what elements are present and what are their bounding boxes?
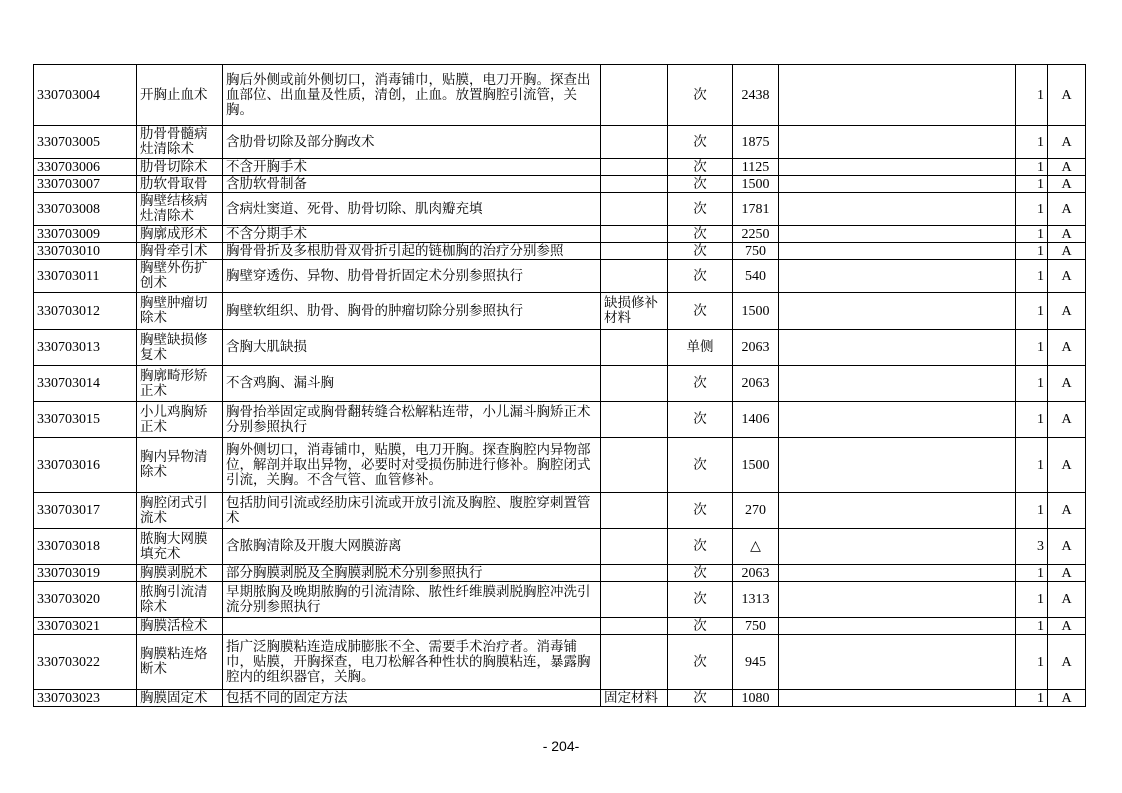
excluded-content-cell [601, 618, 668, 635]
item-name-cell: 胸壁肿瘤切除术 [137, 293, 223, 330]
category-cell: A [1048, 493, 1086, 529]
charge-unit-cell: 次 [668, 243, 733, 260]
price-cell: 750 [733, 243, 779, 260]
flag-number-cell: 1 [1016, 65, 1048, 126]
table-row [34, 193, 1086, 226]
flag-number-cell: 1 [1016, 159, 1048, 176]
item-name-cell: 胸膜固定术 [137, 690, 223, 707]
item-code-cell: 330703021 [34, 618, 137, 635]
price-cell: 1406 [733, 402, 779, 438]
category-cell: A [1048, 193, 1086, 226]
flag-number-cell: 1 [1016, 493, 1048, 529]
category-cell: A [1048, 159, 1086, 176]
item-content-cell: 指广泛胸膜粘连造成肺膨胀不全、需要手术治疗者。消毒铺巾，贴膜，开胸探查，电刀松解各种性状的胸膜粘连，暴露胸腔内的组织器官，关胸。 [223, 635, 601, 690]
item-name-cell: 胸内异物清除术 [137, 438, 223, 493]
item-name-cell: 脓胸引流清除术 [137, 582, 223, 618]
flag-number-cell: 1 [1016, 582, 1048, 618]
charge-unit-cell: 次 [668, 493, 733, 529]
category-cell: A [1048, 582, 1086, 618]
remarks-cell [779, 529, 1016, 565]
charge-unit-cell: 次 [668, 366, 733, 402]
excluded-content-cell [601, 402, 668, 438]
item-code-cell: 330703010 [34, 243, 137, 260]
table-row [34, 438, 1086, 493]
table-row [34, 635, 1086, 690]
item-name-cell: 胸廓畸形矫正术 [137, 366, 223, 402]
price-cell: 1500 [733, 293, 779, 330]
remarks-cell [779, 243, 1016, 260]
page-number: - 204- [542, 738, 580, 754]
excluded-content-cell [601, 243, 668, 260]
remarks-cell [779, 330, 1016, 366]
excluded-content-cell: 固定材料 [601, 690, 668, 707]
table-row [34, 226, 1086, 243]
item-code-cell: 330703009 [34, 226, 137, 243]
item-content-cell: 部分胸膜剥脱及全胸膜剥脱术分别参照执行 [223, 565, 601, 582]
item-name-cell: 胸膜粘连烙断术 [137, 635, 223, 690]
flag-number-cell: 1 [1016, 438, 1048, 493]
category-cell: A [1048, 402, 1086, 438]
item-code-cell: 330703013 [34, 330, 137, 366]
category-cell: A [1048, 618, 1086, 635]
remarks-cell [779, 176, 1016, 193]
category-cell: A [1048, 126, 1086, 159]
excluded-content-cell [601, 529, 668, 565]
category-cell: A [1048, 330, 1086, 366]
flag-number-cell: 1 [1016, 226, 1048, 243]
category-cell: A [1048, 293, 1086, 330]
flag-number-cell: 1 [1016, 690, 1048, 707]
item-name-cell: 胸壁外伤扩创术 [137, 260, 223, 293]
category-cell: A [1048, 243, 1086, 260]
charge-unit-cell: 次 [668, 529, 733, 565]
excluded-content-cell [601, 260, 668, 293]
item-code-cell: 330703006 [34, 159, 137, 176]
item-code-cell: 330703023 [34, 690, 137, 707]
item-content-cell: 胸骨抬举固定或胸骨翻转缝合松解粘连带，小儿漏斗胸矫正术分别参照执行 [223, 402, 601, 438]
table-row [34, 582, 1086, 618]
flag-number-cell: 1 [1016, 176, 1048, 193]
item-content-cell: 含肋骨切除及部分胸改术 [223, 126, 601, 159]
price-cell: 2063 [733, 366, 779, 402]
item-code-cell: 330703019 [34, 565, 137, 582]
item-name-cell: 胸壁结核病灶清除术 [137, 193, 223, 226]
flag-number-cell: 1 [1016, 618, 1048, 635]
item-content-cell: 含脓胸清除及开腹大网膜游离 [223, 529, 601, 565]
item-name-cell: 胸腔闭式引流术 [137, 493, 223, 529]
remarks-cell [779, 193, 1016, 226]
remarks-cell [779, 690, 1016, 707]
remarks-cell [779, 618, 1016, 635]
remarks-cell [779, 293, 1016, 330]
charge-unit-cell: 次 [668, 176, 733, 193]
charge-unit-cell: 次 [668, 402, 733, 438]
table-row [34, 65, 1086, 126]
price-cell: 1875 [733, 126, 779, 159]
charge-unit-cell: 次 [668, 226, 733, 243]
category-cell: A [1048, 176, 1086, 193]
price-cell: 1500 [733, 438, 779, 493]
price-cell: 1080 [733, 690, 779, 707]
item-content-cell: 包括不同的固定方法 [223, 690, 601, 707]
table-row [34, 690, 1086, 707]
charge-unit-cell: 次 [668, 438, 733, 493]
price-cell: 2063 [733, 565, 779, 582]
price-cell: 1781 [733, 193, 779, 226]
table-row [34, 330, 1086, 366]
price-cell: 540 [733, 260, 779, 293]
item-name-cell: 小儿鸡胸矫正术 [137, 402, 223, 438]
excluded-content-cell [601, 493, 668, 529]
excluded-content-cell [601, 565, 668, 582]
item-name-cell: 胸膜剥脱术 [137, 565, 223, 582]
remarks-cell [779, 126, 1016, 159]
item-content-cell: 早期脓胸及晚期脓胸的引流清除、脓性纤维膜剥脱胸腔冲洗引流分别参照执行 [223, 582, 601, 618]
table-row [34, 618, 1086, 635]
remarks-cell [779, 65, 1016, 126]
price-cell: △ [733, 529, 779, 565]
excluded-content-cell [601, 126, 668, 159]
category-cell: A [1048, 226, 1086, 243]
item-content-cell: 含胸大肌缺损 [223, 330, 601, 366]
category-cell: A [1048, 438, 1086, 493]
table-row [34, 529, 1086, 565]
price-cell: 2250 [733, 226, 779, 243]
remarks-cell [779, 260, 1016, 293]
item-code-cell: 330703016 [34, 438, 137, 493]
category-cell: A [1048, 65, 1086, 126]
item-code-cell: 330703017 [34, 493, 137, 529]
item-name-cell: 胸膜活检术 [137, 618, 223, 635]
category-cell: A [1048, 529, 1086, 565]
price-cell: 270 [733, 493, 779, 529]
flag-number-cell: 1 [1016, 635, 1048, 690]
excluded-content-cell [601, 330, 668, 366]
remarks-cell [779, 438, 1016, 493]
category-cell: A [1048, 260, 1086, 293]
charge-unit-cell: 次 [668, 618, 733, 635]
charge-unit-cell: 次 [668, 65, 733, 126]
excluded-content-cell [601, 176, 668, 193]
excluded-content-cell: 缺损修补材料 [601, 293, 668, 330]
charge-unit-cell: 次 [668, 690, 733, 707]
remarks-cell [779, 366, 1016, 402]
item-code-cell: 330703018 [34, 529, 137, 565]
price-cell: 2063 [733, 330, 779, 366]
item-content-cell: 不含开胸手术 [223, 159, 601, 176]
remarks-cell [779, 565, 1016, 582]
remarks-cell [779, 159, 1016, 176]
charge-unit-cell: 单侧 [668, 330, 733, 366]
flag-number-cell: 1 [1016, 260, 1048, 293]
item-code-cell: 330703004 [34, 65, 137, 126]
excluded-content-cell [601, 193, 668, 226]
charge-unit-cell: 次 [668, 193, 733, 226]
category-cell: A [1048, 565, 1086, 582]
item-content-cell: 不含鸡胸、漏斗胸 [223, 366, 601, 402]
table-row [34, 493, 1086, 529]
category-cell: A [1048, 366, 1086, 402]
charge-unit-cell: 次 [668, 260, 733, 293]
charge-unit-cell: 次 [668, 582, 733, 618]
excluded-content-cell [601, 582, 668, 618]
table-row [34, 159, 1086, 176]
item-code-cell: 330703015 [34, 402, 137, 438]
excluded-content-cell [601, 438, 668, 493]
item-name-cell: 胸壁缺损修复术 [137, 330, 223, 366]
item-name-cell: 胸廓成形术 [137, 226, 223, 243]
fee-schedule-table [33, 64, 1086, 707]
item-code-cell: 330703011 [34, 260, 137, 293]
flag-number-cell: 1 [1016, 402, 1048, 438]
flag-number-cell: 1 [1016, 330, 1048, 366]
table-row [34, 260, 1086, 293]
flag-number-cell: 1 [1016, 126, 1048, 159]
excluded-content-cell [601, 366, 668, 402]
flag-number-cell: 1 [1016, 293, 1048, 330]
charge-unit-cell: 次 [668, 293, 733, 330]
table-row [34, 293, 1086, 330]
item-content-cell: 胸壁软组织、肋骨、胸骨的肿瘤切除分别参照执行 [223, 293, 601, 330]
price-cell: 1313 [733, 582, 779, 618]
item-content-cell: 胸后外侧或前外侧切口，消毒铺巾，贴膜，电刀开胸。探查出血部位、出血量及性质，清创，止血。放置胸腔引流管，关胸。 [223, 65, 601, 126]
price-cell: 1500 [733, 176, 779, 193]
item-name-cell: 肋骨切除术 [137, 159, 223, 176]
item-content-cell: 含肋软骨制备 [223, 176, 601, 193]
remarks-cell [779, 226, 1016, 243]
remarks-cell [779, 635, 1016, 690]
item-code-cell: 330703012 [34, 293, 137, 330]
item-name-cell: 开胸止血术 [137, 65, 223, 126]
table-row [34, 176, 1086, 193]
item-content-cell: 胸外侧切口，消毒铺巾，贴膜，电刀开胸。探查胸腔内异物部位，解剖并取出异物，必要时对受损伤肺进行修补。胸腔闭式引流，关胸。不含气管、血管修补。 [223, 438, 601, 493]
item-content-cell: 胸骨骨折及多根肋骨双骨折引起的链枷胸的治疗分别参照 [223, 243, 601, 260]
category-cell: A [1048, 690, 1086, 707]
price-cell: 2438 [733, 65, 779, 126]
item-name-cell: 胸骨牵引术 [137, 243, 223, 260]
item-content-cell: 包括肋间引流或经肋床引流或开放引流及胸腔、腹腔穿刺置管术 [223, 493, 601, 529]
table-row [34, 366, 1086, 402]
charge-unit-cell: 次 [668, 126, 733, 159]
item-code-cell: 330703005 [34, 126, 137, 159]
flag-number-cell: 1 [1016, 565, 1048, 582]
item-content-cell: 含病灶窦道、死骨、肋骨切除、肌肉瓣充填 [223, 193, 601, 226]
item-name-cell: 肋软骨取骨 [137, 176, 223, 193]
item-content-cell: 胸壁穿透伤、异物、肋骨骨折固定术分别参照执行 [223, 260, 601, 293]
table-row [34, 565, 1086, 582]
table-row [34, 402, 1086, 438]
excluded-content-cell [601, 159, 668, 176]
charge-unit-cell: 次 [668, 565, 733, 582]
table-row [34, 243, 1086, 260]
flag-number-cell: 1 [1016, 193, 1048, 226]
item-code-cell: 330703022 [34, 635, 137, 690]
price-cell: 1125 [733, 159, 779, 176]
item-code-cell: 330703020 [34, 582, 137, 618]
table-body [34, 65, 1086, 707]
excluded-content-cell [601, 226, 668, 243]
item-name-cell: 脓胸大网膜填充术 [137, 529, 223, 565]
price-cell: 945 [733, 635, 779, 690]
remarks-cell [779, 402, 1016, 438]
charge-unit-cell: 次 [668, 159, 733, 176]
flag-number-cell: 1 [1016, 366, 1048, 402]
item-code-cell: 330703007 [34, 176, 137, 193]
item-code-cell: 330703014 [34, 366, 137, 402]
flag-number-cell: 1 [1016, 243, 1048, 260]
excluded-content-cell [601, 65, 668, 126]
remarks-cell [779, 493, 1016, 529]
charge-unit-cell: 次 [668, 635, 733, 690]
table-row [34, 126, 1086, 159]
flag-number-cell: 3 [1016, 529, 1048, 565]
item-content-cell [223, 618, 601, 635]
item-name-cell: 肋骨骨髓病灶清除术 [137, 126, 223, 159]
item-content-cell: 不含分期手术 [223, 226, 601, 243]
item-code-cell: 330703008 [34, 193, 137, 226]
remarks-cell [779, 582, 1016, 618]
excluded-content-cell [601, 635, 668, 690]
category-cell: A [1048, 635, 1086, 690]
price-cell: 750 [733, 618, 779, 635]
